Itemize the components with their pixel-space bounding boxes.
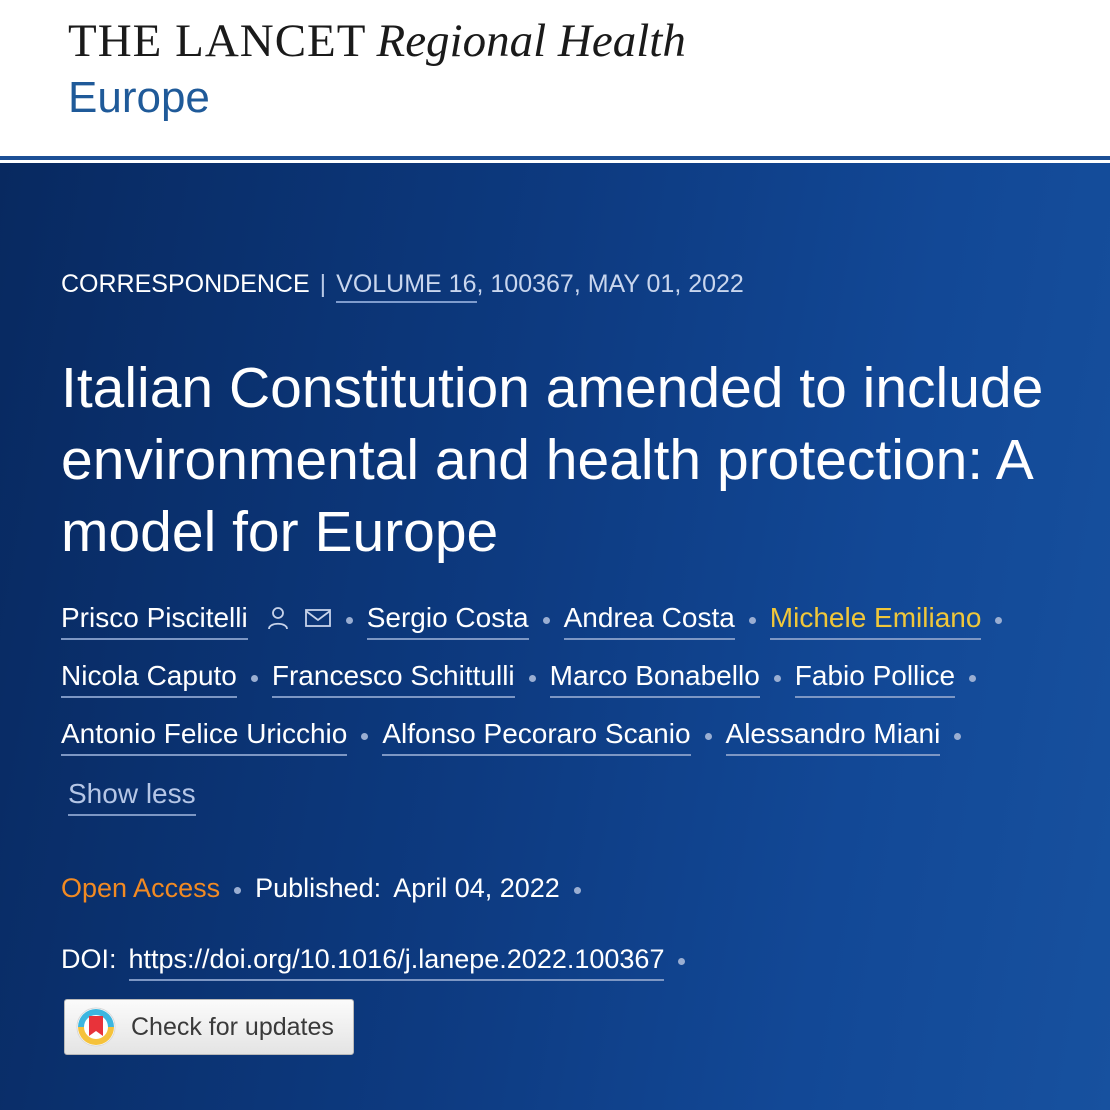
show-less-link[interactable]: Show less: [68, 776, 196, 816]
author-link[interactable]: Francesco Schittulli: [272, 658, 515, 698]
volume-details: , 100367, MAY 01, 2022: [476, 270, 744, 298]
check-for-updates-button[interactable]: [64, 999, 354, 1055]
author-link[interactable]: Prisco Piscitelli: [61, 600, 248, 640]
journal-name-italic: Regional Health: [376, 15, 686, 67]
published-label: Published:: [255, 873, 382, 903]
author-row: [61, 600, 1081, 658]
open-access-badge: Open Access: [61, 873, 221, 903]
author-link[interactable]: Nicola Caputo: [61, 658, 237, 698]
article-meta: [61, 268, 744, 300]
article-title: Italian Constitution amended to include environmental and health protection: A model for Europe: [61, 356, 1044, 564]
volume-link[interactable]: VOLUME 16: [336, 270, 476, 303]
author-link[interactable]: Sergio Costa: [367, 600, 529, 640]
author-link[interactable]: Antonio Felice Uricchio: [61, 716, 347, 756]
meta-separator: |: [319, 270, 327, 298]
envelope-icon[interactable]: [304, 607, 332, 629]
author-separator: [969, 675, 976, 682]
author-row: [61, 716, 1081, 774]
author-contact-icons: [266, 600, 332, 636]
doi-info: [61, 941, 699, 981]
author-separator: [251, 675, 258, 682]
doi-link[interactable]: https://doi.org/10.1016/j.lanepe.2022.100367: [129, 941, 665, 981]
author-separator: [954, 733, 961, 740]
doi-label: DOI:: [61, 944, 117, 974]
author-link[interactable]: Marco Bonabello: [550, 658, 760, 698]
check-for-updates-label: Check for updates: [131, 1012, 334, 1041]
author-separator: [774, 675, 781, 682]
author-link-highlighted[interactable]: Michele Emiliano: [770, 600, 982, 640]
article-type: CORRESPONDENCE: [61, 270, 310, 298]
crossmark-icon: [75, 1006, 117, 1048]
info-separator: [574, 887, 581, 894]
author-separator: [529, 675, 536, 682]
journal-name-caps: THE LANCET: [68, 15, 367, 67]
author-separator: [346, 617, 353, 624]
author-link[interactable]: Alessandro Miani: [726, 716, 941, 756]
author-row: [61, 658, 1081, 716]
person-icon[interactable]: [266, 605, 290, 631]
author-separator: [361, 733, 368, 740]
author-link[interactable]: Fabio Pollice: [795, 658, 955, 698]
author-list: [61, 600, 1081, 774]
author-separator: [543, 617, 550, 624]
journal-region: Europe: [68, 73, 210, 122]
author-link[interactable]: Alfonso Pecoraro Scanio: [382, 716, 690, 756]
author-separator: [995, 617, 1002, 624]
info-separator: [678, 958, 685, 965]
journal-header: [0, 0, 1110, 156]
journal-logo[interactable]: [68, 15, 686, 67]
author-link[interactable]: Andrea Costa: [564, 600, 735, 640]
info-separator: [234, 887, 241, 894]
author-separator: [749, 617, 756, 624]
published-date: April 04, 2022: [393, 873, 560, 903]
author-separator: [705, 733, 712, 740]
access-info: [61, 870, 595, 906]
